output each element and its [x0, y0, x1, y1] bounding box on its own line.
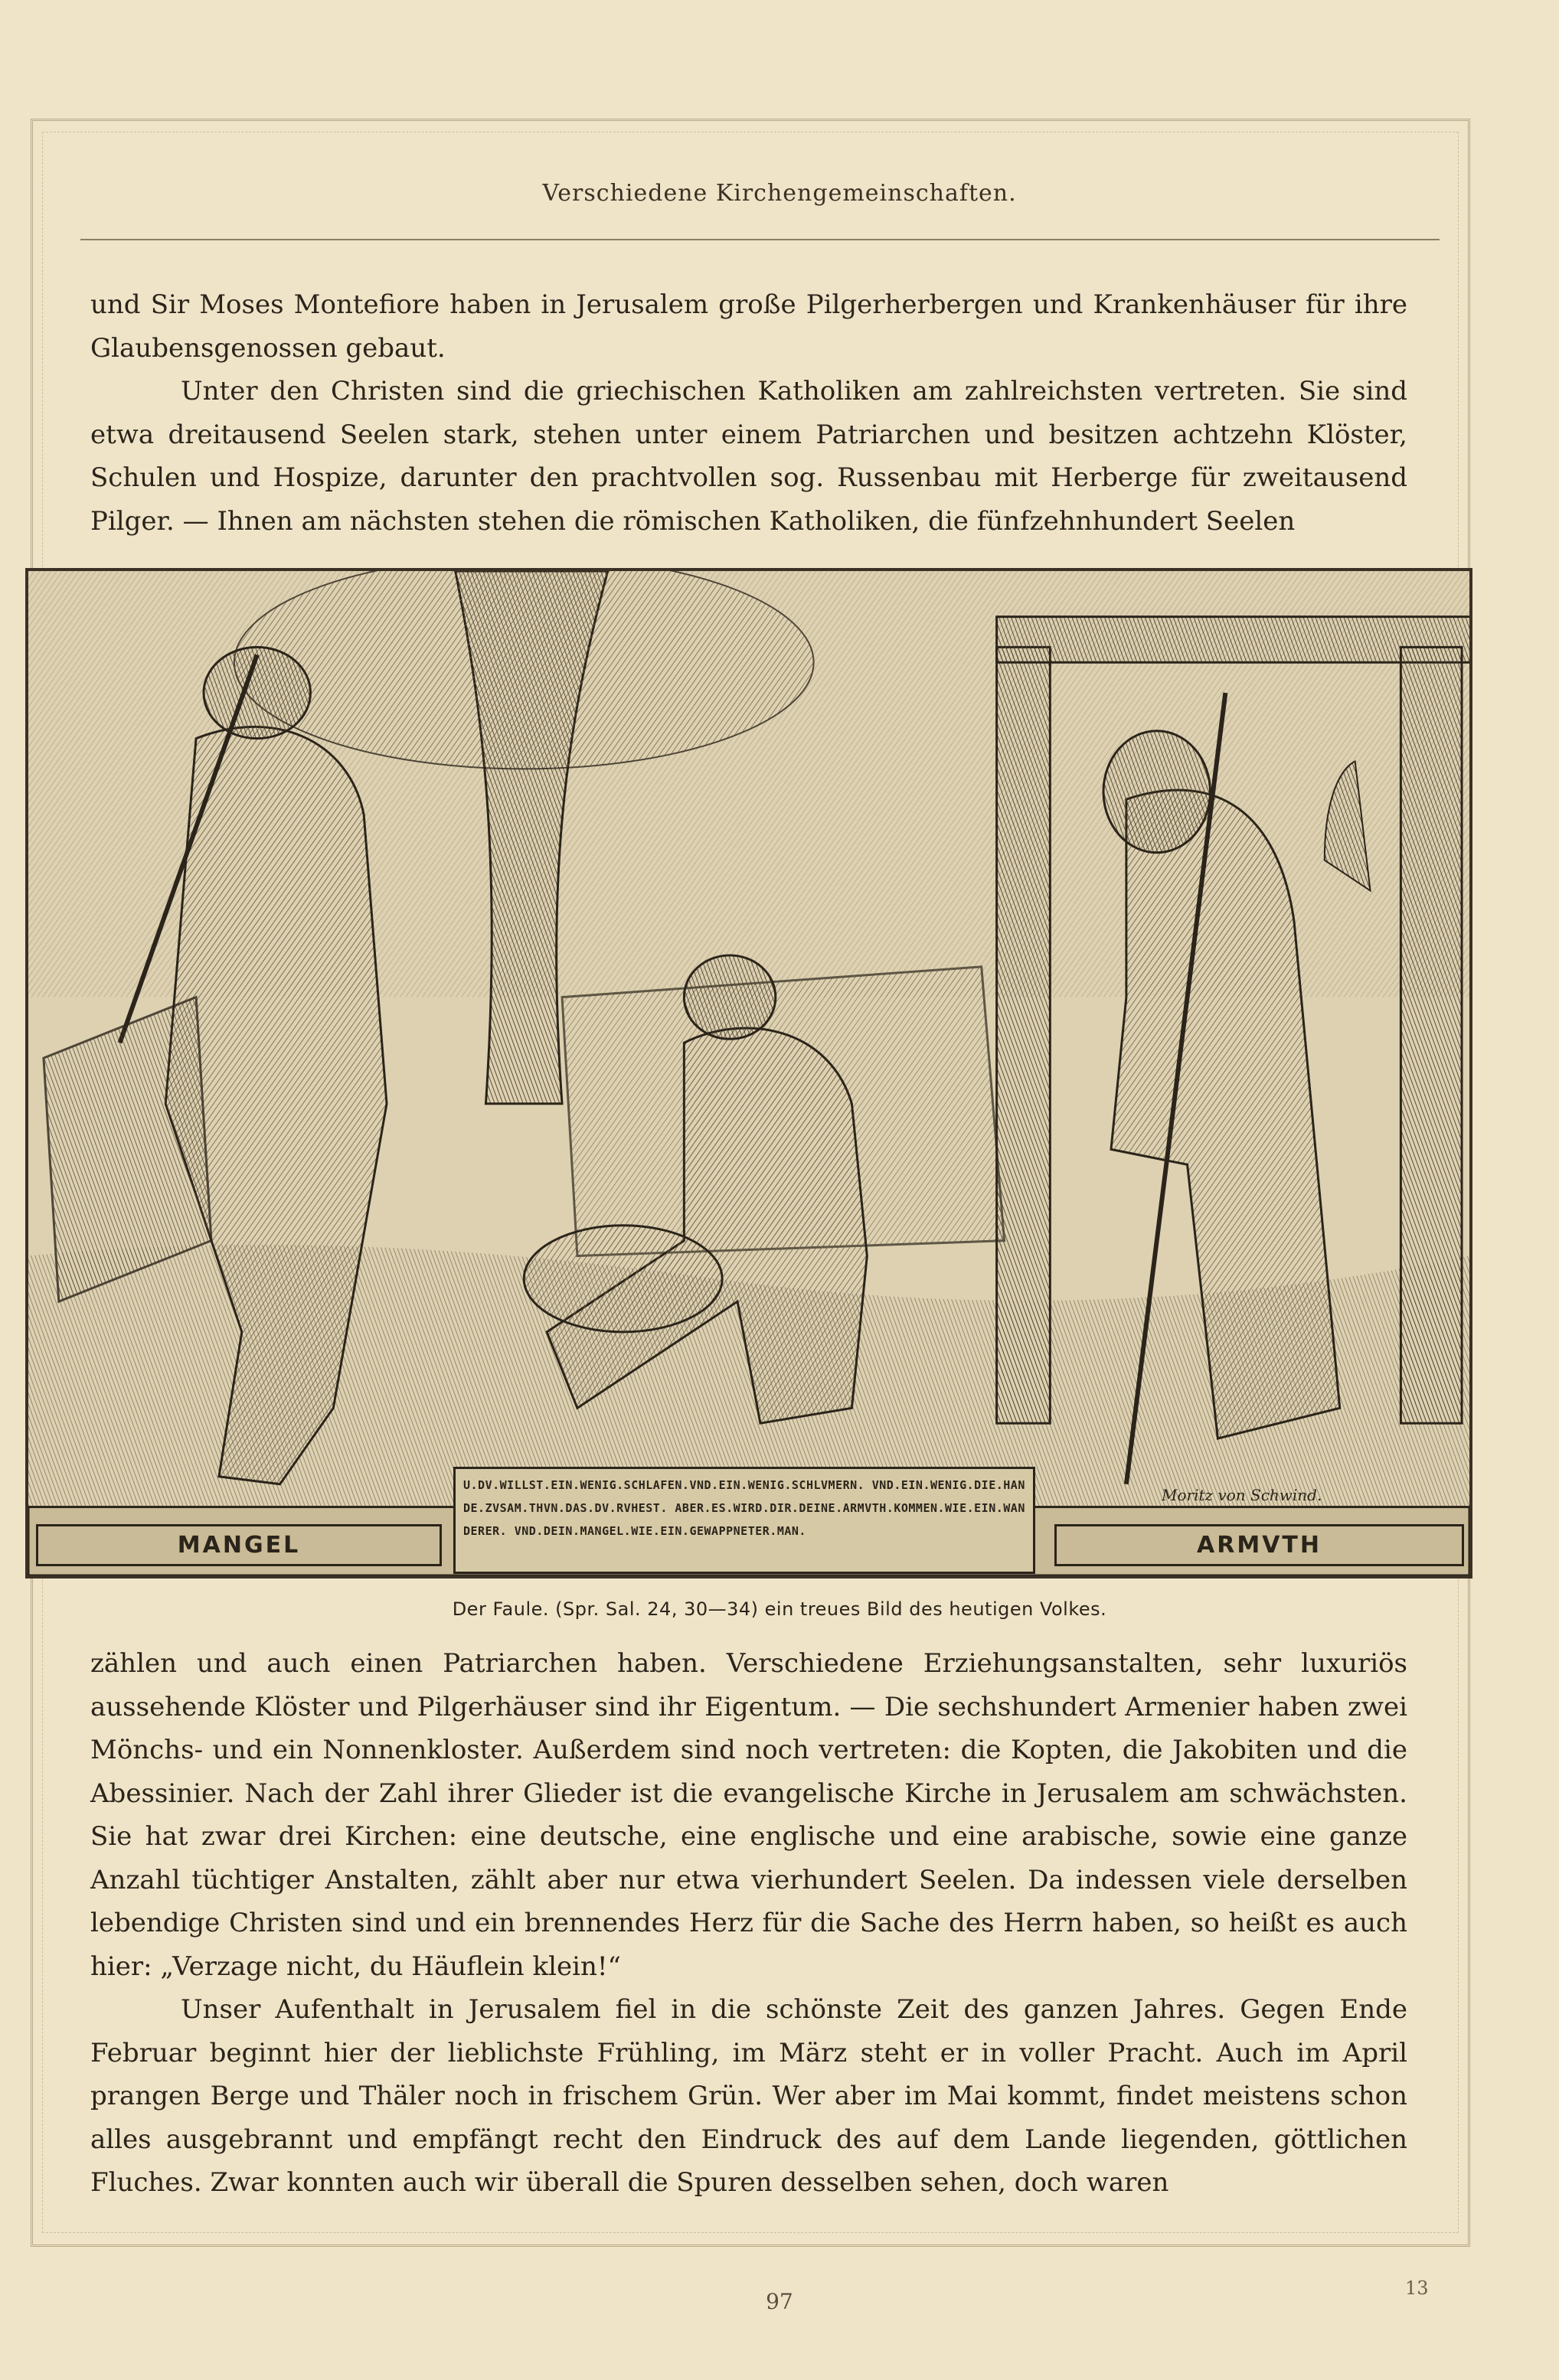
paragraph: zählen und auch einen Patriarchen haben. Verschiedene Erziehungsanstalten, sehr luxuriös aussehende Klöster und Pilgerhäuser sind ihr Eigentum. — Die sechshundert Armenier haben zwei Mönchs- und ein Nonnenkloster. Außerdem sind noch vertreten: die Kopten, die Jakobiten und die Abessinier. Nach der Zahl ihrer Glieder ist die evangelische Kirche in Jerusalem am schwächsten. Sie hat zwar drei Kirchen: eine deutsche, eine englische und eine arabische, sowie eine ganze Anzahl tüchtiger Anstalten, zählt aber nur etwa vierhundert Seelen. Da indessen viele derselben lebendige Christen sind und ein brennendes Herz für die Sache des Herrn haben, so heißt es auch hier: „Verzage nicht, du Häuflein klein!“ [90, 1648, 1407, 1982]
running-head: Verschiedene Kirchengemeinschaften. [542, 180, 1017, 207]
signature-mark: 13 [1405, 2277, 1429, 2299]
text-block-bottom [90, 1642, 1407, 2205]
head-rule [80, 239, 1440, 240]
paragraph: Unter den Christen sind die griechischen Katholiken am zahlreichsten vertreten. Sie sind etwa dreitausend Seelen stark, stehen unter einem Patriarchen und besitzen achtzehn Klöster, Schulen und Hospize, darunter den prachtvollen sog. Russenbau mit Herberge für zweitausend Pilger. — Ihnen am nächsten stehen die römischen Katholiken, die fünfzehnhundert Seelen [90, 376, 1407, 537]
banner-left [36, 1524, 442, 1566]
paragraph: und Sir Moses Montefiore haben in Jerusalem große Pilgerherbergen und Krankenhäuser für ihre Glaubensgenossen gebaut. [90, 289, 1407, 364]
banner-left-label: MANGEL [177, 1532, 301, 1559]
paragraph: Unser Aufenthalt in Jerusalem fiel in die schönste Zeit des ganzen Jahres. Gegen Ende Februar beginnt hier der lieblichste Frühling, im März steht er in voller Pracht. Auch im April prangen Berge und Thäler noch in frischem Grün. Wer aber im Mai kommt, findet meistens schon alles ausgebrannt und empfängt recht den Eindruck des auf dem Lande liegenden, göttlichen Fluches. Zwar konnten auch wir überall die Spuren desselben sehen, doch waren [90, 1994, 1407, 2198]
artist-signature: Moritz von Schwind. [1162, 1486, 1322, 1504]
inscription-tablet [453, 1467, 1035, 1574]
illustration-caption: Der Faule. (Spr. Sal. 24, 30—34) ein treues Bild des heutigen Volkes. [452, 1598, 1107, 1620]
inscription-text: U.DV.WILLST.EIN.WENIG.SCHLAFEN.VND.EIN.WENIG.SCHLVMERN. VND.EIN.WENIG.DIE.HANDE.ZVSAM.THVN.DAS.DV.RVHEST. ABER.ES.WIRD.DIR.DEINE.ARMVTH.KOMMEN.WIE.EIN.WANDERER. VND.DEIN.MANGEL.WIE.EIN.GEWAPPNETER.MAN. [463, 1478, 1025, 1538]
banner-right-label: ARMVTH [1197, 1532, 1322, 1559]
page-number: 97 [766, 2289, 793, 2314]
banner-right [1054, 1524, 1464, 1566]
woodcut-illustration [25, 568, 1472, 1579]
woodcut-drawing [28, 571, 1469, 1575]
text-block-top [90, 283, 1407, 543]
